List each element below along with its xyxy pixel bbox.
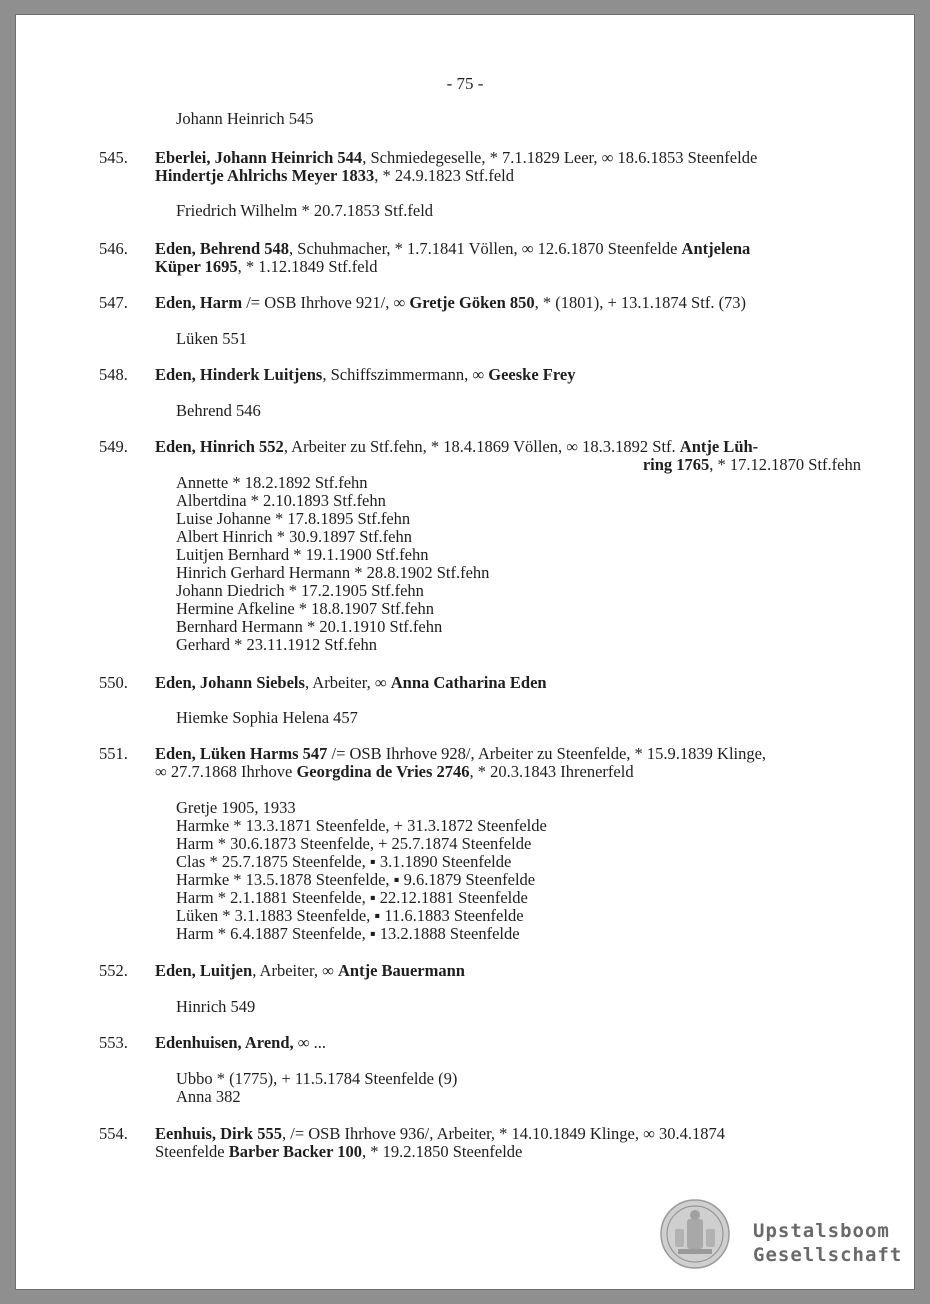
entry-545-line2 (155, 167, 514, 185)
entry-details: , Schmiedegeselle, * 7.1.1829 Leer, ∞ 18.6.1853 Steenfelde (362, 148, 758, 167)
entry-547-line1 (155, 294, 746, 312)
child-line: Albert Hinrich * 30.9.1897 Stf.fehn (176, 527, 413, 546)
document-page (15, 14, 915, 1290)
entry-549-line1 (155, 438, 758, 456)
entry-details: , Arbeiter, ∞ (252, 961, 338, 980)
seal-logo-icon (660, 1199, 730, 1269)
entry-details: , * 20.3.1843 Ihrenerfeld (469, 762, 634, 781)
person-name: Eden, Lüken Harms 547 (155, 744, 328, 763)
entry-545-line1 (155, 149, 757, 167)
entry-551-line1 (155, 745, 766, 763)
child-line: Hermine Afkeline * 18.8.1907 Stf.fehn (176, 599, 434, 618)
child-line: Friedrich Wilhelm * 20.7.1853 Stf.feld (176, 201, 434, 220)
entry-number: 550. (99, 673, 128, 692)
person-name: Eden, Behrend 548 (155, 239, 290, 258)
entry-number: 548. (99, 365, 128, 384)
child-line: Luise Johanne * 17.8.1895 Stf.fehn (176, 509, 411, 528)
entry-549-line2 (643, 456, 861, 474)
brand-line-2: Gesellschaft (753, 1244, 903, 1266)
spouse-name: Geeske Frey (488, 365, 576, 384)
entry-number: 549. (99, 437, 128, 456)
entry-details: Steenfelde (155, 1142, 229, 1161)
child-line: Lüken 551 (176, 329, 248, 348)
child-line: Lüken * 3.1.1883 Steenfelde, ▪ 11.6.1883 Steenfelde (176, 906, 524, 925)
person-name: Eden, Hinderk Luitjens (155, 365, 323, 384)
child-line: Hiemke Sophia Helena 457 (176, 708, 358, 727)
child-line: Luitjen Bernhard * 19.1.1900 Stf.fehn (176, 545, 429, 564)
entry-546-line1 (155, 240, 750, 258)
entry-554-line2 (155, 1143, 522, 1161)
child-line: Harm * 2.1.1881 Steenfelde, ▪ 22.12.1881 Steenfelde (176, 888, 528, 907)
child-line: Gretje 1905, 1933 (176, 798, 296, 817)
child-line: Harmke * 13.5.1878 Steenfelde, ▪ 9.6.1879 Steenfelde (176, 870, 536, 889)
spouse-name: Antje Bauermann (337, 961, 465, 980)
entry-details: /= OSB Ihrhove 921/, ∞ (242, 293, 410, 312)
spouse-name: Georgdina de Vries 2746 (296, 762, 470, 781)
spouse-name: Gretje Göken 850 (409, 293, 535, 312)
child-line: Albertdina * 2.10.1893 Stf.fehn (176, 491, 386, 510)
spouse-name: ring 1765 (642, 455, 710, 474)
person-name: Edenhuisen, Arend, (155, 1033, 294, 1052)
spouse-name: Küper 1695 (155, 257, 238, 276)
child-line: Anna 382 (176, 1087, 241, 1106)
entry-548-line1 (155, 366, 575, 384)
entry-details: , * (1801), + 13.1.1874 Stf. (73) (534, 293, 747, 312)
person-name: Eden, Johann Siebels (155, 673, 305, 692)
entry-number: 551. (99, 744, 128, 763)
person-name: Eden, Luitjen (155, 961, 253, 980)
entry-552-line1 (155, 962, 465, 980)
page-number: - 75 - (446, 74, 484, 93)
entry-553-line1 (155, 1034, 326, 1052)
entry-550-line1 (155, 674, 547, 692)
person-name: Eden, Harm (155, 293, 243, 312)
person-name: Eden, Hinrich 552 (155, 437, 284, 456)
entry-details: , * 19.2.1850 Steenfelde (361, 1142, 523, 1161)
child-line: Behrend 546 (176, 401, 261, 420)
person-name: Eberlei, Johann Heinrich 544 (155, 148, 363, 167)
entry-details: ∞ ... (293, 1033, 327, 1052)
spouse-name: Barber Backer 100 (228, 1142, 362, 1161)
brand-logo (753, 1219, 902, 1267)
person-name: Eenhuis, Dirk 555 (155, 1124, 282, 1143)
spouse-name: Antje Lüh- (679, 437, 759, 456)
child-line: Harm * 30.6.1873 Steenfelde, + 25.7.1874 Steenfelde (176, 834, 532, 853)
entry-546-line2 (155, 258, 377, 276)
entry-details: , Arbeiter zu Stf.fehn, * 18.4.1869 Völlen, ∞ 18.3.1892 Stf. (283, 437, 680, 456)
brand-line-1: Upstalsboom (753, 1220, 890, 1242)
entry-number: 546. (99, 239, 128, 258)
child-line: Johann Heinrich 545 (176, 109, 314, 128)
child-line: Clas * 25.7.1875 Steenfelde, ▪ 3.1.1890 Steenfelde (176, 852, 512, 871)
entry-details: , * 24.9.1823 Stf.feld (374, 166, 514, 185)
child-line: Hinrich 549 (176, 997, 256, 1016)
entry-number: 547. (99, 293, 128, 312)
child-line: Harmke * 13.3.1871 Steenfelde, + 31.3.1872 Steenfelde (176, 816, 547, 835)
entry-details: ∞ 27.7.1868 Ihrhove (155, 762, 297, 781)
entry-number: 553. (99, 1033, 128, 1052)
spouse-name: Anna Catharina Eden (390, 673, 547, 692)
child-line: Bernhard Hermann * 20.1.1910 Stf.fehn (176, 617, 443, 636)
child-line: Hinrich Gerhard Hermann * 28.8.1902 Stf.fehn (176, 563, 490, 582)
child-line: Ubbo * (1775), + 11.5.1784 Steenfelde (9) (176, 1069, 458, 1088)
child-line: Harm * 6.4.1887 Steenfelde, ▪ 13.2.1888 Steenfelde (176, 924, 520, 943)
entry-details: /= OSB Ihrhove 928/, Arbeiter zu Steenfelde, * 15.9.1839 Klinge, (327, 744, 767, 763)
entry-number: 552. (99, 961, 128, 980)
entry-number: 545. (99, 148, 128, 167)
entry-details: , * 1.12.1849 Stf.feld (237, 257, 378, 276)
entry-554-line1 (155, 1125, 725, 1143)
child-line: Annette * 18.2.1892 Stf.fehn (176, 473, 368, 492)
entry-details: , /= OSB Ihrhove 936/, Arbeiter, * 14.10.1849 Klinge, ∞ 30.4.1874 (282, 1124, 725, 1143)
entry-details: , Schiffszimmermann, ∞ (322, 365, 489, 384)
spouse-name: Hindertje Ahlrichs Meyer 1833 (155, 166, 375, 185)
spouse-name: Antjelena (681, 239, 751, 258)
entry-number: 554. (99, 1124, 128, 1143)
entry-details: , * 17.12.1870 Stf.fehn (709, 455, 861, 474)
entry-details: , Schuhmacher, * 1.7.1841 Völlen, ∞ 12.6.1870 Steenfelde (289, 239, 682, 258)
child-line: Gerhard * 23.11.1912 Stf.fehn (176, 635, 378, 654)
child-line: Johann Diedrich * 17.2.1905 Stf.fehn (176, 581, 424, 600)
entry-details: , Arbeiter, ∞ (304, 673, 391, 692)
entry-551-line2 (155, 763, 634, 781)
